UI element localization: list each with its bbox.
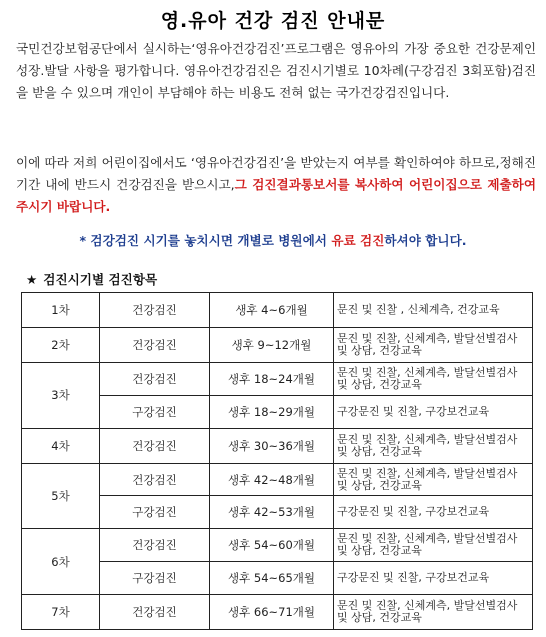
- checkup-items-cell: 문진 및 진찰, 신체계측, 발달선별검사 및 상담, 건강교육: [334, 529, 533, 562]
- checkup-period-cell: 생후 18~24개월: [210, 362, 334, 395]
- schedule-table-body: [22, 293, 533, 630]
- checkup-items-cell: 구강문진 및 진찰, 구강보건교육: [334, 562, 533, 595]
- checkup-items-cell: 문진 및 진찰, 신체계측, 발달선별검사 및 상담, 건강교육: [334, 463, 533, 496]
- notice-text-1: * 검강검진 시기를 놓치시면 개별로 병원에서: [79, 233, 327, 248]
- notice-paid-highlight: 유료 검진: [331, 233, 385, 248]
- schedule-heading: [26, 269, 157, 288]
- checkup-items-cell: 구강문진 및 진찰, 구강보건교육: [334, 496, 533, 529]
- paid-checkup-notice: [0, 230, 546, 249]
- checkup-period-cell: 생후 9~12개월: [210, 327, 334, 362]
- checkup-type-cell: 건강검진: [100, 327, 210, 362]
- submission-request-highlight: 그 검진결과통보서를 복사하여 어린이집으로 제출하여 주시기 바랍니다.: [16, 177, 536, 214]
- checkup-items-cell: 문진 및 진찰, 신체계측, 발달선별검사 및 상담, 건강교육: [334, 327, 533, 362]
- table-row: [22, 327, 533, 362]
- checkup-type-cell: 건강검진: [100, 428, 210, 463]
- round-cell: 1차: [22, 293, 100, 328]
- intro-paragraph-2-text: 이에 따라 저희 어린이집에서도 ‘영유아건강검진’을 받았는지 여부를 확인하여야 하므로,정해진 기간 내에 반드시 건강검진을 받으시고,: [16, 155, 536, 192]
- round-cell: 2차: [22, 327, 100, 362]
- checkup-type-cell: 건강검진: [100, 293, 210, 328]
- checkup-type-cell: 구강검진: [100, 395, 210, 428]
- checkup-period-cell: 생후 54~65개월: [210, 562, 334, 595]
- checkup-period-cell: 생후 42~48개월: [210, 463, 334, 496]
- round-cell: 4차: [22, 428, 100, 463]
- table-row: [22, 362, 533, 395]
- checkup-items-cell: 문진 및 진찰, 신체계측, 발달선별검사 및 상담, 건강교육: [334, 428, 533, 463]
- table-row: [22, 594, 533, 629]
- checkup-period-cell: 생후 18~29개월: [210, 395, 334, 428]
- table-row: [22, 529, 533, 562]
- round-cell: 6차: [22, 529, 100, 595]
- intro-paragraph-1: 국민건강보험공단에서 실시하는‘영유아건강검진’프로그램은 영유아의 가장 중요한 건강문제인 성장.발달 사항을 평가합니다. 영유아건강검진은 검진시기별로 10차례(구강검진 3회포함)검진을 받을 수 있으며 개인이 부담해야 하는 비용도 전혀 없는 국가건강검진입니다.: [16, 41, 536, 100]
- checkup-period-cell: 생후 66~71개월: [210, 594, 334, 629]
- checkup-items-cell: 문진 및 진찰, 신체계측, 발달선별검사 및 상담, 건강교육: [334, 362, 533, 395]
- checkup-period-cell: 생후 30~36개월: [210, 428, 334, 463]
- intro-paragraph-2: [16, 152, 536, 218]
- checkup-period-cell: 생후 54~60개월: [210, 529, 334, 562]
- checkup-type-cell: 건강검진: [100, 529, 210, 562]
- table-row: [22, 293, 533, 328]
- checkup-period-cell: 생후 4~6개월: [210, 293, 334, 328]
- checkup-items-cell: 구강문진 및 진찰, 구강보건교육: [334, 395, 533, 428]
- checkup-type-cell: 건강검진: [100, 362, 210, 395]
- round-cell: 5차: [22, 463, 100, 529]
- checkup-type-cell: 건강검진: [100, 463, 210, 496]
- notice-text-2: 하셔야 합니다.: [384, 233, 467, 248]
- checkup-period-cell: 생후 42~53개월: [210, 496, 334, 529]
- table-row: [22, 463, 533, 496]
- checkup-type-cell: 건강검진: [100, 594, 210, 629]
- checkup-items-cell: 문진 및 진찰, 신체계측, 발달선별검사 및 상담, 건강교육: [334, 594, 533, 629]
- table-row: [22, 428, 533, 463]
- page-title: 영.유아 건강 검진 안내문: [160, 10, 386, 32]
- star-icon: ★: [26, 272, 38, 287]
- checkup-type-cell: 구강검진: [100, 562, 210, 595]
- schedule-heading-text: 검진시기별 검진항목: [43, 272, 158, 287]
- round-cell: 7차: [22, 594, 100, 629]
- round-cell: 3차: [22, 362, 100, 428]
- checkup-items-cell: 문진 및 진찰 , 신체계측, 건강교육: [334, 293, 533, 328]
- checkup-type-cell: 구강검진: [100, 496, 210, 529]
- checkup-schedule-table: [21, 292, 533, 630]
